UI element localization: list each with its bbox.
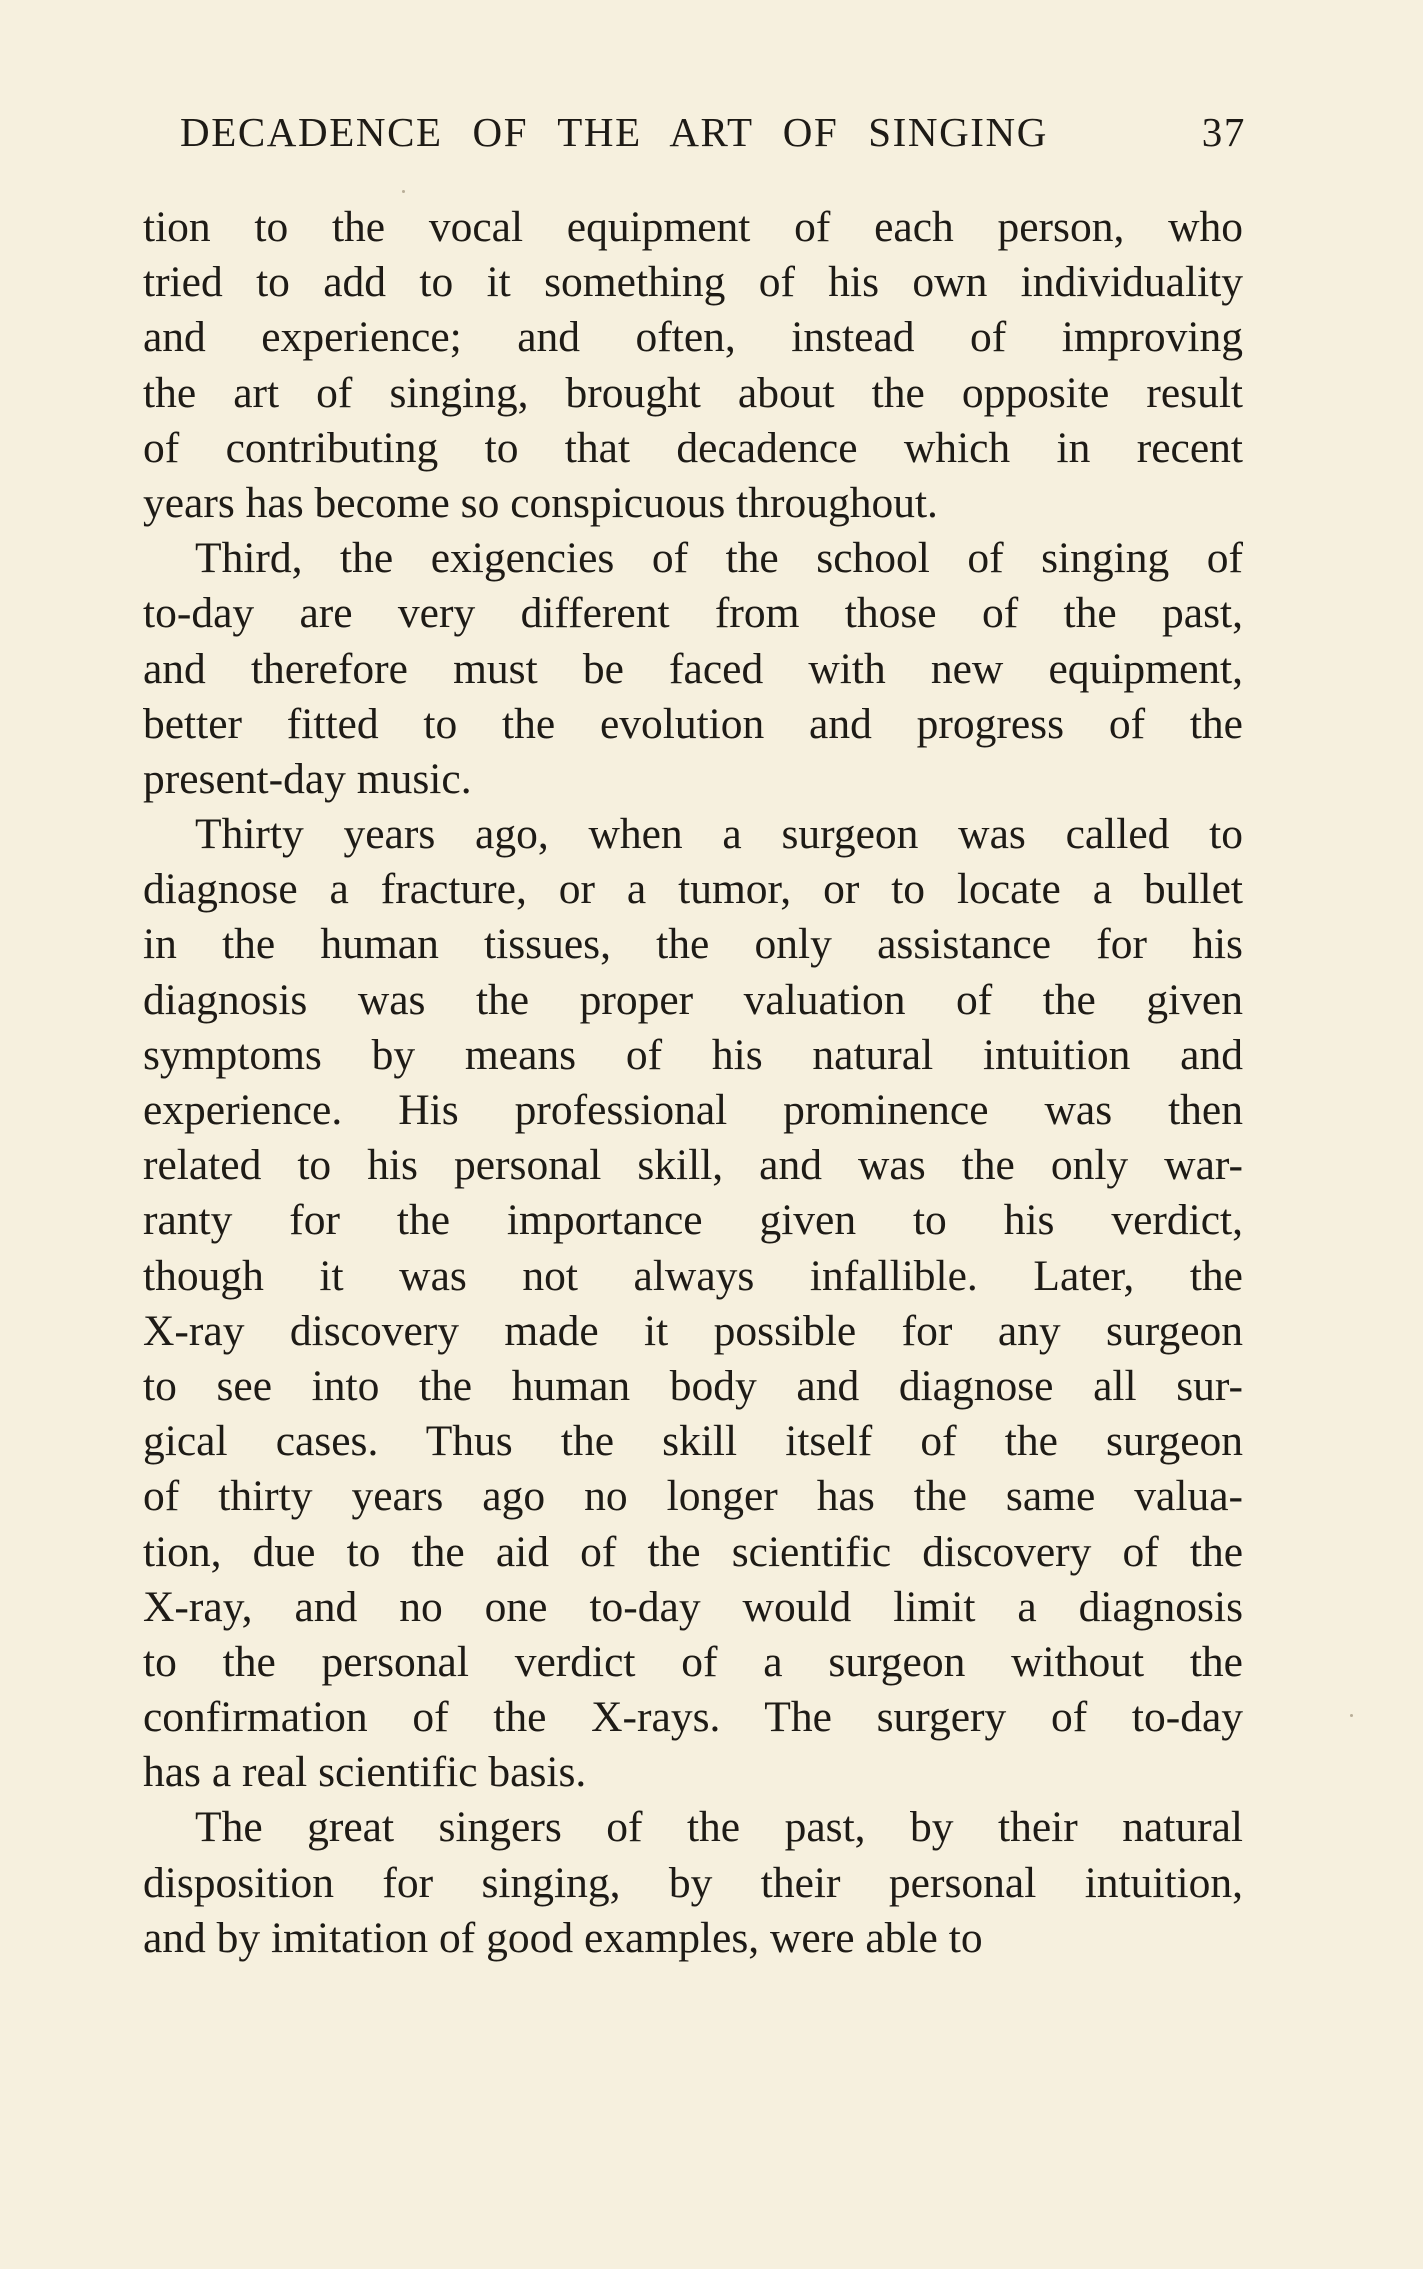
paper-speck xyxy=(1350,1714,1353,1717)
text-line: to the personal verdict of a surgeon without the xyxy=(143,1637,1243,1686)
paragraph xyxy=(143,1800,1243,1966)
text-line: present-day music. xyxy=(143,754,472,803)
text-line: tried to add to it something of his own individuality xyxy=(143,258,1243,307)
text-line: better fitted to the evolution and progress of the xyxy=(143,699,1243,748)
paragraph xyxy=(143,200,1243,531)
text-line: diagnose a fracture, or a tumor, or to locate a bullet xyxy=(143,865,1243,914)
text-line: tion to the vocal equipment of each person, who xyxy=(143,203,1243,251)
text-line: X-ray discovery made it possible for any surgeon xyxy=(143,1306,1243,1355)
text-line: diagnosis was the proper valuation of the given xyxy=(143,975,1243,1024)
text-line: years has become so conspicuous throughout. xyxy=(143,478,938,527)
text-line: Thirty years ago, when a surgeon was called to xyxy=(195,810,1243,859)
text-line: gical cases. Thus the skill itself of the surgeon xyxy=(143,1417,1243,1466)
paragraph xyxy=(143,807,1243,1800)
text-line: of contributing to that decadence which in recent xyxy=(143,423,1243,472)
text-line: symptoms by means of his natural intuition and xyxy=(143,1030,1243,1079)
text-line: Third, the exigencies of the school of singing of xyxy=(195,534,1243,583)
text-line: related to his personal skill, and was the only war- xyxy=(143,1141,1243,1190)
paper-speck xyxy=(402,190,405,193)
text-line: and by imitation of good examples, were able to xyxy=(143,1913,983,1962)
text-line: to-day are very different from those of the past, xyxy=(143,589,1243,638)
text-line: and experience; and often, instead of improving xyxy=(143,313,1243,362)
body-text xyxy=(143,200,1243,1966)
text-line: to see into the human body and diagnose all sur- xyxy=(143,1361,1243,1410)
text-line: tion, due to the aid of the scientific discovery of the xyxy=(143,1527,1243,1576)
text-line: experience. His professional prominence was then xyxy=(143,1086,1243,1134)
paragraph xyxy=(143,531,1243,807)
running-title: DECADENCE OF THE ART OF SINGING xyxy=(180,109,1048,155)
text-line: the art of singing, brought about the opposite result xyxy=(143,368,1243,417)
text-line: though it was not always infallible. Later, the xyxy=(143,1251,1243,1300)
text-line: disposition for singing, by their personal intuition, xyxy=(143,1858,1243,1907)
text-line: The great singers of the past, by their natural xyxy=(195,1803,1243,1852)
running-head xyxy=(180,104,1246,160)
text-line: has a real scientific basis. xyxy=(143,1748,587,1797)
text-line: in the human tissues, the only assistance for his xyxy=(143,920,1243,969)
text-line: X-ray, and no one to-day would limit a diagnosis xyxy=(143,1582,1243,1631)
text-line: confirmation of the X-rays. The surgery of to-day xyxy=(143,1693,1243,1742)
text-line: of thirty years ago no longer has the same valua- xyxy=(143,1472,1243,1521)
page-number: 37 xyxy=(1201,109,1246,155)
text-line: ranty for the importance given to his verdict, xyxy=(143,1196,1243,1245)
text-line: and therefore must be faced with new equipment, xyxy=(143,644,1243,693)
